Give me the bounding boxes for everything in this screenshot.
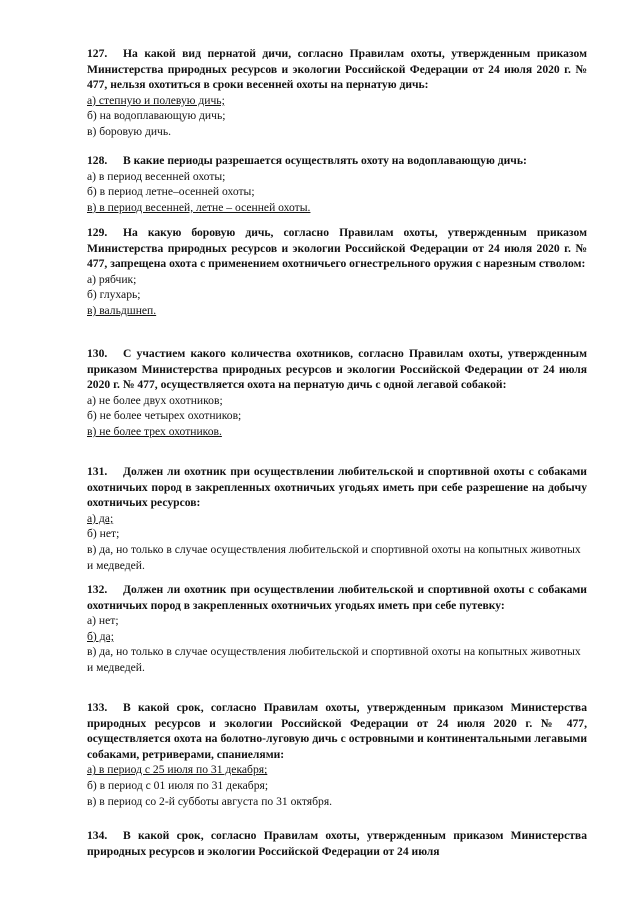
answer-c: в) в период со 2-й субботы августа по 31 октября. bbox=[87, 794, 333, 808]
question-text: В какой срок, согласно Правилам охоты, утвержденным приказом Министерства природных ресурсов и экологии Российской Федерации от 24 июля 2020 г. № 477, осуществляется охота на болотно-луговую дичь с островными и континентальными легавыми собаками, ретриверами, спаниелями: bbox=[87, 701, 587, 761]
answer-a: а) да; bbox=[87, 511, 114, 525]
answer-b: б) в период с 01 июля по 31 декабря; bbox=[87, 778, 269, 792]
question-text: На какую боровую дичь, согласно Правилам охоты, утвержденным приказом Министерства природных ресурсов и экологии Российской Федерации от 24 июля 2020 г. № 477, запрещена охота с применением охотничьего огнестрельного оружия с нарезным стволом: bbox=[87, 226, 587, 271]
answer-b: б) на водоплавающую дичь; bbox=[87, 109, 226, 123]
question-129 bbox=[87, 225, 587, 319]
answer-b: б) глухарь; bbox=[87, 288, 141, 302]
question-text: На какой вид пернатой дичи, согласно Правилам охоты, утвержденным приказом Министерства природных ресурсов и экологии Российской Федерации от 24 июля 2020 г. № 477, нельзя охотиться в сроки весенней охоты на пернатую дичь: bbox=[87, 47, 587, 92]
answer-c: в) боровую дичь. bbox=[87, 124, 172, 138]
answer-a: а) в период с 25 июля по 31 декабря; bbox=[87, 763, 268, 777]
answer-c: в) не более трех охотников. bbox=[87, 424, 222, 438]
answer-c: в) да, но только в случае осуществления любительской и спортивной охоты на копытных животных и медведей. bbox=[87, 645, 581, 674]
question-text: В какие периоды разрешается осуществлять охоту на водоплавающую дичь: bbox=[123, 154, 527, 167]
question-130 bbox=[87, 346, 587, 440]
answer-a: а) рябчик; bbox=[87, 272, 137, 286]
answer-a: а) не более двух охотников; bbox=[87, 393, 223, 407]
question-text: Должен ли охотник при осуществлении любительской и спортивной охоты с собаками охотничьих пород в закрепленных охотничьих угодьях иметь при себе путевку: bbox=[87, 583, 587, 612]
question-128 bbox=[87, 153, 587, 215]
question-132 bbox=[87, 582, 587, 676]
question-text: С участием какого количества охотников, согласно Правилам охоты, утвержденным приказом Министерства природных ресурсов и экологии Российской Федерации от 24 июля 2020 г. № 477, осуществляется охота на пернатую дичь с одной легавой собакой: bbox=[87, 347, 587, 392]
question-number: 129. bbox=[87, 226, 108, 239]
answer-c: в) да, но только в случае осуществления любительской и спортивной охоты на копытных животных и медведей. bbox=[87, 542, 581, 572]
answer-b: б) нет; bbox=[87, 527, 120, 541]
question-text: Должен ли охотник при осуществлении любительской и спортивной охоты с собаками охотничьих пород в закрепленных охотничьих угодьях иметь при себе разрешение на добычу охотничьих ресурсов: bbox=[87, 465, 587, 510]
question-number: 134. bbox=[87, 829, 108, 842]
answer-a: а) нет; bbox=[87, 614, 119, 628]
answer-c: в) в период весенней, летне – осенней охоты. bbox=[87, 200, 311, 214]
answer-a: а) в период весенней охоты; bbox=[87, 169, 226, 183]
question-number: 128. bbox=[87, 154, 108, 167]
question-number: 130. bbox=[87, 347, 108, 360]
question-number: 127. bbox=[87, 47, 108, 60]
question-133 bbox=[87, 700, 587, 809]
question-number: 133. bbox=[87, 701, 108, 714]
answer-c: в) вальдшнеп. bbox=[87, 303, 157, 317]
question-134 bbox=[87, 828, 587, 859]
answer-b: б) да; bbox=[87, 629, 114, 643]
question-text: В какой срок, согласно Правилам охоты, утвержденным приказом Министерства природных ресурсов и экологии Российской Федерации от 24 июля bbox=[87, 829, 587, 858]
answer-b: б) в период летне–осенней охоты; bbox=[87, 185, 255, 199]
question-number: 132. bbox=[87, 583, 108, 596]
answer-b: б) не более четырех охотников; bbox=[87, 409, 242, 423]
answer-a: а) степную и полевую дичь; bbox=[87, 93, 225, 107]
question-number: 131. bbox=[87, 465, 108, 478]
question-127 bbox=[87, 46, 587, 140]
question-131 bbox=[87, 464, 587, 573]
